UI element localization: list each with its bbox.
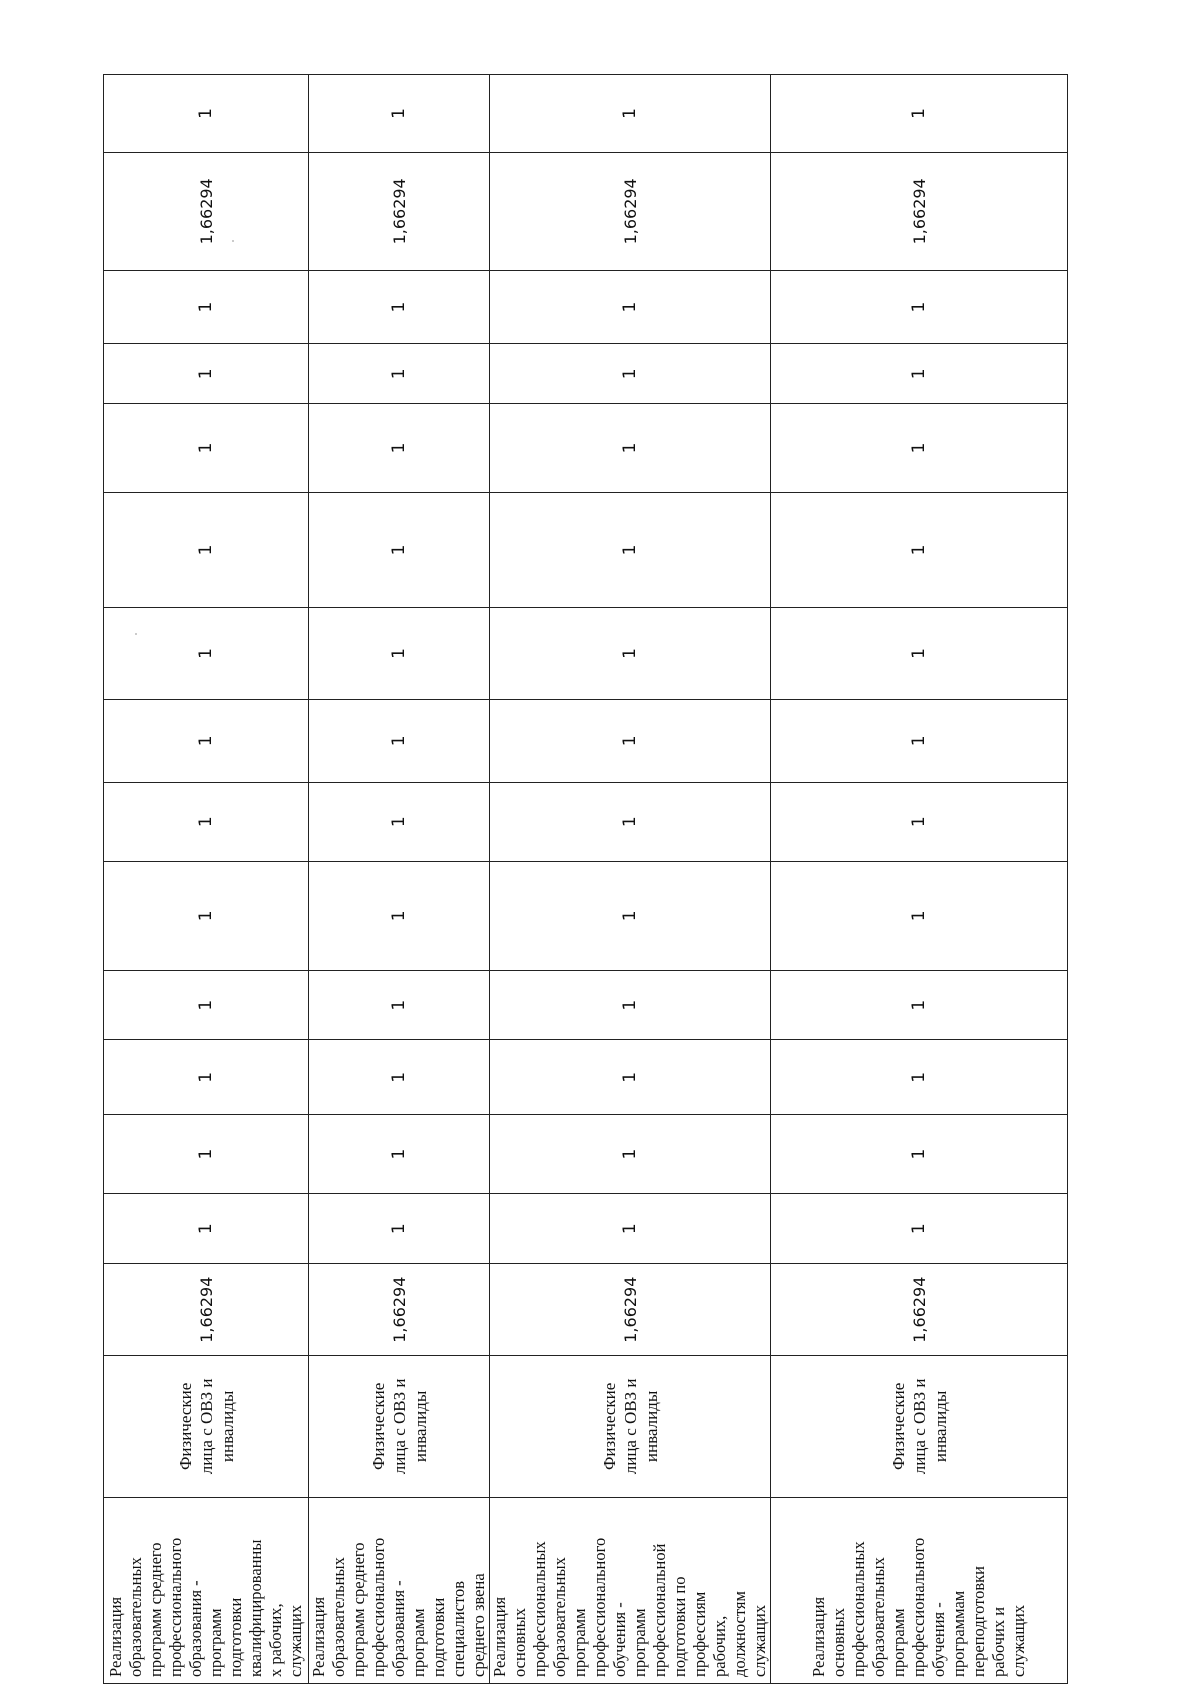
recipient-category-cell: Физические лица с ОВЗ и инвалиды	[771, 1355, 1068, 1497]
value-cell: 1	[771, 404, 1068, 492]
value-cell: 1	[309, 971, 490, 1040]
value-cell: 1	[309, 608, 490, 699]
value-cell: 1	[309, 1193, 490, 1263]
rotated-table-container	[103, 74, 1038, 1684]
value-cell: 1	[490, 971, 771, 1040]
value-cell: 1	[490, 270, 771, 344]
value-cell: 1	[309, 344, 490, 404]
value-cell: 1	[490, 404, 771, 492]
table-row	[309, 75, 490, 1684]
recipient-category-cell: Физические лица с ОВЗ и инвалиды	[490, 1355, 771, 1497]
value-cell: 1	[309, 861, 490, 970]
table-row	[104, 75, 309, 1684]
value-cell: 1	[490, 492, 771, 608]
recipient-category-cell: Физические лица с ОВЗ и инвалиды	[309, 1355, 490, 1497]
value-cell: 1	[104, 1193, 309, 1263]
value-cell: 1	[104, 861, 309, 970]
service-name-cell: Реализация образовательных программ среднего профессионального образования - программ подготовки квалифицированны х рабочих, служащих	[104, 1497, 309, 1683]
value-cell: 1	[104, 75, 309, 153]
value-cell: 1	[771, 492, 1068, 608]
value-cell: 1	[771, 1193, 1068, 1263]
table-row	[490, 75, 771, 1684]
service-name-cell: Реализация образовательных программ среднего профессионального образования - программ подготовки специалистов среднего звена	[309, 1497, 490, 1683]
value-cell: 1	[309, 1040, 490, 1115]
value-cell: 1	[104, 344, 309, 404]
value-cell: 1	[104, 270, 309, 344]
value-cell: 1	[490, 75, 771, 153]
value-cell: 1	[490, 608, 771, 699]
value-cell: 1	[104, 782, 309, 861]
value-cell: 1	[490, 1040, 771, 1115]
table-row	[771, 75, 1068, 1684]
coefficient-cell: 1,66294	[490, 1264, 771, 1355]
coefficient-cell: 1,66294	[771, 152, 1068, 270]
value-cell: 1	[104, 699, 309, 782]
value-cell: 1	[490, 1115, 771, 1194]
value-cell: 1	[771, 75, 1068, 153]
value-cell: 1	[771, 608, 1068, 699]
value-cell: 1	[309, 782, 490, 861]
value-cell: 1	[309, 699, 490, 782]
value-cell: 1	[309, 492, 490, 608]
value-cell: 1	[771, 782, 1068, 861]
tariff-coefficients-table	[103, 74, 1068, 1684]
value-cell: 1	[309, 404, 490, 492]
value-cell: 1	[771, 270, 1068, 344]
value-cell: 1	[104, 492, 309, 608]
value-cell: 1	[309, 1115, 490, 1194]
value-cell: 1	[104, 608, 309, 699]
value-cell: 1	[490, 782, 771, 861]
value-cell: 1	[104, 1040, 309, 1115]
value-cell: 1	[309, 75, 490, 153]
value-cell: 1	[771, 861, 1068, 970]
value-cell: 1	[490, 1193, 771, 1263]
coefficient-cell: 1,66294	[309, 152, 490, 270]
coefficient-cell: 1,66294	[104, 1264, 309, 1355]
value-cell: 1	[771, 1040, 1068, 1115]
value-cell: 1	[490, 344, 771, 404]
value-cell: 1	[104, 1115, 309, 1194]
value-cell: 1	[771, 971, 1068, 1040]
value-cell: 1	[309, 270, 490, 344]
coefficient-cell: 1,66294	[104, 152, 309, 270]
value-cell: 1	[490, 861, 771, 970]
recipient-category-cell: Физические лица с ОВЗ и инвалиды	[104, 1355, 309, 1497]
value-cell: 1	[771, 1115, 1068, 1194]
coefficient-cell: 1,66294	[309, 1264, 490, 1355]
value-cell: 1	[771, 699, 1068, 782]
coefficient-cell: 1,66294	[771, 1264, 1068, 1355]
service-name-cell: Реализация основных профессиональных образовательных программ профессионального обучения - программам переподготовки рабочих и служащих	[771, 1497, 1068, 1683]
value-cell: 1	[104, 971, 309, 1040]
coefficient-cell: 1,66294	[490, 152, 771, 270]
value-cell: 1	[104, 404, 309, 492]
value-cell: 1	[771, 344, 1068, 404]
value-cell: 1	[490, 699, 771, 782]
service-name-cell: Реализация основных профессиональных образовательных программ профессионального обучения - программ профессиональной подготовки по профессиям рабочих, должностям служащих	[490, 1497, 771, 1683]
